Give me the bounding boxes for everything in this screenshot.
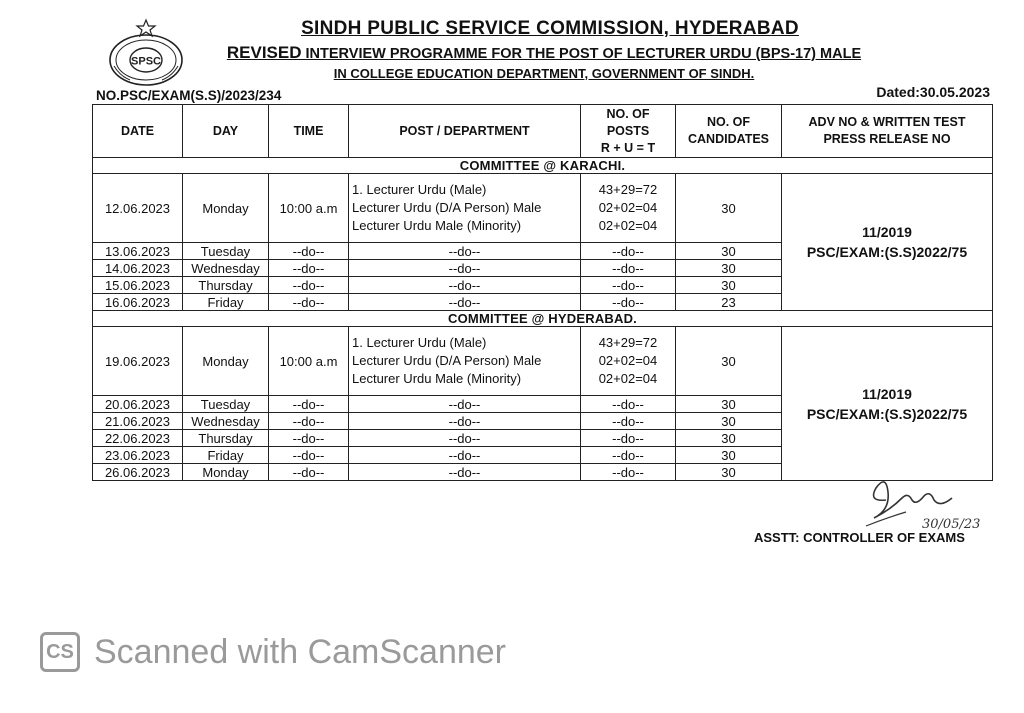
interview-schedule-table bbox=[92, 104, 993, 481]
table-row: 16.06.2023 Friday --do-- --do-- --do-- 23 bbox=[93, 294, 993, 311]
table-row: 12.06.2023 Monday 10:00 a.m 1. Lecturer Urdu (Male) Lecturer Urdu (D/A Person) Male Lecturer Urdu Male (Minority) 43+29=72 02+02=04 02+02=04 30 11/2019 PSC/EXAM:(S.S)2022/75 bbox=[93, 174, 993, 243]
post-list: 1. Lecturer Urdu (Male) Lecturer Urdu (D/A Person) Male Lecturer Urdu Male (Minority) bbox=[349, 174, 581, 243]
table-header-row bbox=[93, 105, 993, 158]
camscanner-logo-icon: CS bbox=[40, 632, 80, 672]
table-row: 19.06.2023 Monday 10:00 a.m 1. Lecturer Urdu (Male) Lecturer Urdu (D/A Person) Male Lecturer Urdu Male (Minority) 43+29=72 02+02=04 02+02=04 30 11/2019 PSC/EXAM:(S.S)2022/75 bbox=[93, 327, 993, 396]
table-row: 22.06.2023 Thursday --do-- --do-- --do-- 30 bbox=[93, 430, 993, 447]
header-time: TIME bbox=[269, 105, 349, 158]
camscanner-watermark bbox=[40, 632, 506, 672]
signature bbox=[856, 470, 1006, 530]
table-row: 21.06.2023 Wednesday --do-- --do-- --do-- 30 bbox=[93, 413, 993, 430]
table-row: 13.06.2023 Tuesday --do-- --do-- --do-- 30 bbox=[93, 243, 993, 260]
reference-number: NO.PSC/EXAM(S.S)/2023/234 bbox=[96, 88, 282, 103]
logo-text: SPSC bbox=[131, 55, 161, 68]
committee-hyderabad: COMMITTEE @ HYDERABAD. bbox=[93, 311, 993, 327]
header-candidates: NO. OF CANDIDATES bbox=[676, 105, 782, 158]
adv-number-karachi: 11/2019 PSC/EXAM:(S.S)2022/75 bbox=[782, 174, 993, 311]
posts-count: 43+29=72 02+02=04 02+02=04 bbox=[581, 327, 676, 396]
table-row: 20.06.2023 Tuesday --do-- --do-- --do-- 30 bbox=[93, 396, 993, 413]
watermark-text: Scanned with CamScanner bbox=[94, 632, 507, 671]
header-day: DAY bbox=[183, 105, 269, 158]
table-row: 15.06.2023 Thursday --do-- --do-- --do-- 30 bbox=[93, 277, 993, 294]
committee-karachi: COMMITTEE @ KARACHI. bbox=[93, 158, 993, 174]
committee-karachi-row bbox=[93, 158, 993, 174]
department-title: IN COLLEGE EDUCATION DEPARTMENT, GOVERNMENT OF SINDH. bbox=[333, 66, 755, 81]
header-date: DATE bbox=[93, 105, 183, 158]
posts-count: 43+29=72 02+02=04 02+02=04 bbox=[581, 174, 676, 243]
header-adv: ADV NO & WRITTEN TEST PRESS RELEASE NO bbox=[782, 105, 993, 158]
date-line: Dated:30.05.2023 bbox=[876, 84, 990, 100]
table-row: 14.06.2023 Wednesday --do-- --do-- --do-- 30 bbox=[93, 260, 993, 277]
adv-number-hyderabad: 11/2019 PSC/EXAM:(S.S)2022/75 bbox=[782, 327, 993, 481]
committee-hyderabad-row bbox=[93, 311, 993, 327]
table-row: 26.06.2023 Monday --do-- --do-- --do-- 30 bbox=[93, 464, 993, 481]
signatory-title: ASSTT: CONTROLLER OF EXAMS bbox=[754, 530, 965, 545]
post-list: 1. Lecturer Urdu (Male) Lecturer Urdu (D/A Person) Male Lecturer Urdu Male (Minority) bbox=[349, 327, 581, 396]
header-posts: NO. OF POSTS R + U = T bbox=[581, 105, 676, 158]
programme-text: INTERVIEW PROGRAMME FOR THE POST OF LECTURER URDU (BPS-17) MALE bbox=[305, 46, 862, 62]
revised-label: REVISED bbox=[226, 43, 302, 62]
org-title: SINDH PUBLIC SERVICE COMMISSION, HYDERABAD bbox=[301, 18, 799, 39]
header-post: POST / DEPARTMENT bbox=[349, 105, 581, 158]
table-row: 23.06.2023 Friday --do-- --do-- --do-- 30 bbox=[93, 447, 993, 464]
signature-date: 30/05/23 bbox=[922, 517, 981, 530]
programme-title bbox=[0, 43, 1024, 63]
